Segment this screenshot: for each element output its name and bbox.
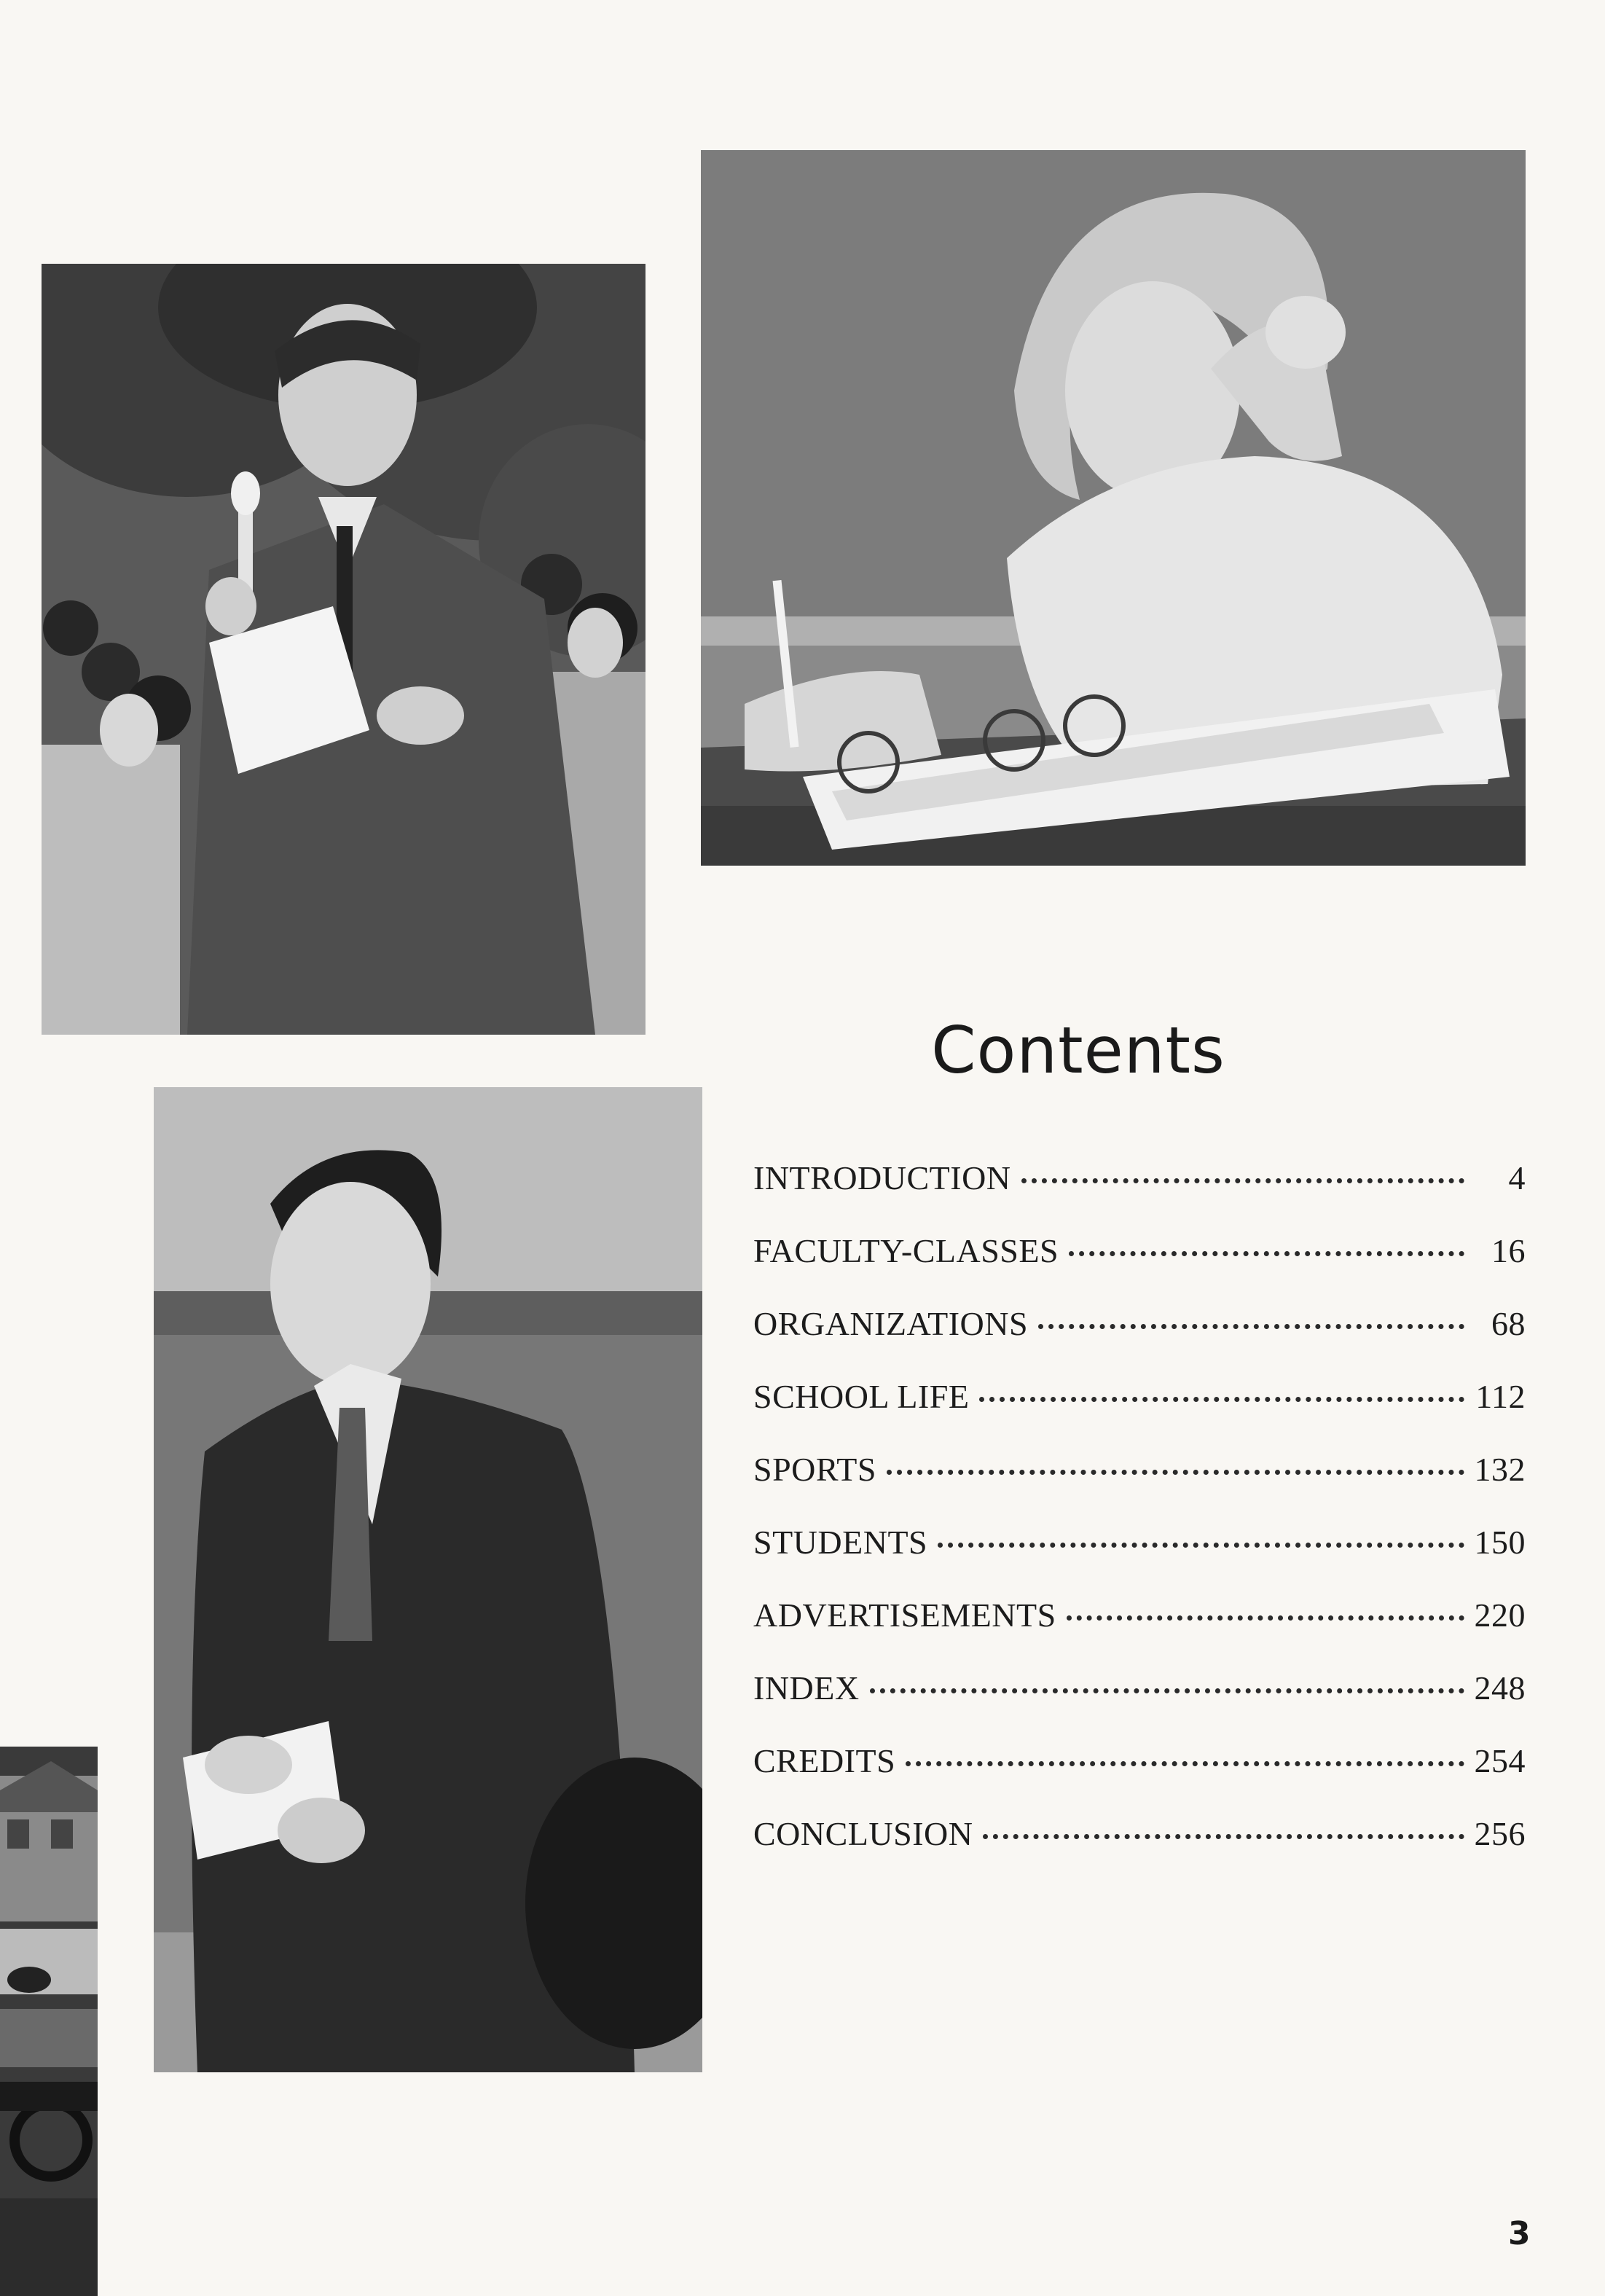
page-number: 3 xyxy=(1508,2215,1531,2252)
contents-title: Contents xyxy=(931,1013,1225,1088)
toc-entry-label: INDEX xyxy=(753,1669,860,1707)
toc-entry-conclusion[interactable] xyxy=(753,1814,1526,1887)
toc-entry-page: 254 xyxy=(1474,1742,1526,1779)
toc-entry-page: 150 xyxy=(1474,1524,1526,1561)
toc-entry-credits[interactable] xyxy=(753,1741,1526,1814)
toc-leader-dots xyxy=(979,1397,1464,1402)
table-of-contents xyxy=(753,1159,1526,1887)
toc-entry-introduction[interactable] xyxy=(753,1159,1526,1231)
toc-entry-organizations[interactable] xyxy=(753,1304,1526,1377)
toc-entry-index[interactable] xyxy=(753,1669,1526,1741)
photo-man-with-microphone xyxy=(42,264,645,1035)
toc-entry-label: STUDENTS xyxy=(753,1524,928,1561)
toc-entry-sports[interactable] xyxy=(753,1450,1526,1523)
toc-leader-dots xyxy=(938,1543,1464,1548)
toc-leader-dots xyxy=(1038,1324,1464,1329)
toc-entry-page: 112 xyxy=(1475,1378,1526,1415)
toc-leader-dots xyxy=(1069,1251,1464,1256)
toc-entry-faculty-classes[interactable] xyxy=(753,1231,1526,1304)
toc-entry-page: 68 xyxy=(1491,1305,1526,1342)
toc-entry-school-life[interactable] xyxy=(753,1377,1526,1450)
photo-teacher-in-suit xyxy=(154,1087,702,2072)
toc-leader-dots xyxy=(887,1470,1464,1475)
toc-entry-label: CONCLUSION xyxy=(753,1815,973,1852)
photo-edge-street-scene xyxy=(0,1747,98,2296)
toc-leader-dots xyxy=(906,1761,1464,1766)
photo-student-writing xyxy=(701,150,1526,866)
toc-leader-dots xyxy=(983,1834,1464,1839)
toc-leader-dots xyxy=(1067,1615,1464,1621)
toc-entry-label: ADVERTISEMENTS xyxy=(753,1596,1056,1634)
toc-leader-dots xyxy=(870,1688,1464,1693)
toc-entry-page: 248 xyxy=(1474,1669,1526,1707)
toc-leader-dots xyxy=(1021,1178,1464,1183)
toc-entry-page: 256 xyxy=(1474,1815,1526,1852)
toc-entry-label: ORGANIZATIONS xyxy=(753,1305,1029,1342)
toc-entry-students[interactable] xyxy=(753,1523,1526,1596)
toc-entry-label: INTRODUCTION xyxy=(753,1159,1011,1196)
toc-entry-label: CREDITS xyxy=(753,1742,896,1779)
toc-entry-page: 220 xyxy=(1474,1596,1526,1634)
toc-entry-label: SPORTS xyxy=(753,1451,876,1488)
toc-entry-page: 132 xyxy=(1474,1451,1526,1488)
toc-entry-label: SCHOOL LIFE xyxy=(753,1378,970,1415)
toc-entry-label: FACULTY-CLASSES xyxy=(753,1232,1059,1269)
toc-entry-page: 16 xyxy=(1491,1232,1526,1269)
toc-entry-advertisements[interactable] xyxy=(753,1596,1526,1669)
toc-entry-page: 4 xyxy=(1508,1159,1526,1196)
